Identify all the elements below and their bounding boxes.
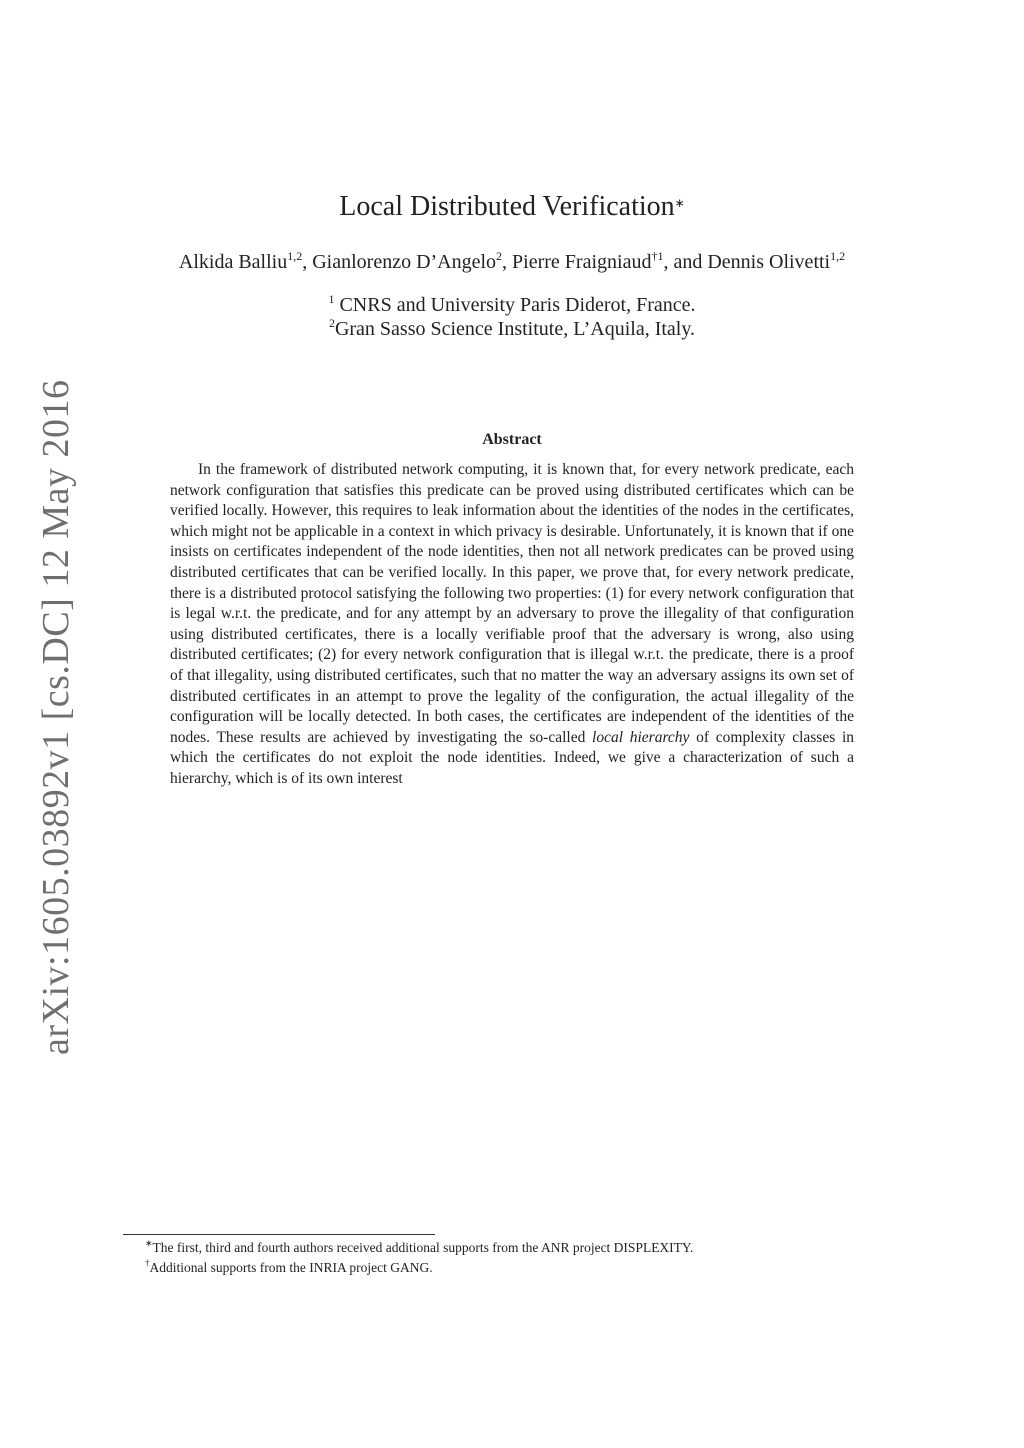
author-separator: , and (663, 251, 708, 273)
footnote-text: Additional supports from the INRIA project GANG. (149, 1260, 433, 1275)
abstract-body (170, 460, 854, 790)
author-name: Gianlorenzo D’Angelo (312, 251, 497, 273)
author-affiliation-mark: 2 (496, 249, 503, 263)
abstract-heading: Abstract (482, 431, 542, 448)
affiliation-mark: 2 (328, 316, 335, 330)
footnote-1 (145, 1240, 905, 1256)
affiliation-2 (0, 318, 1024, 341)
author-affiliation-mark: †1 (651, 249, 664, 263)
abstract-text-part-1: In the framework of distributed network computing, it is known that, for every network predicate, each network configuration that satisfies this predicate can be proved using distributed certificates which can be verified locally. However, this requires to leak information about the identities of the nodes in the certificates, which might not be applicable in a context in which privacy is desirable. Unfortunately, it is known that if one insists on certificates independent of the node identities, then not all network predicates can be proved using distributed certificates that can be verified locally. In this paper, we prove that, for every network predicate, there is a distributed protocol satisfying the following two properties: (1) for every network configuration that is legal w.r.t. the predicate, and for any attempt by an adversary to prove the illegality of that configuration using distributed certificates, there is a locally verifiable proof that the adversary is wrong, also using distributed certificates; (2) for every network configuration that is illegal w.r.t. the predicate, there is a proof of that illegality, using distributed certificates, such that no matter the way an adversary assigns its own set of distributed certificates in an attempt to prove the legality of the configuration, the actual illegality of the configuration will be locally detected. In both cases, the certificates are independent of the identities of the nodes. These results are achieved by investigating the so-called (170, 461, 854, 746)
footnote-mark: † (145, 1258, 150, 1268)
author-name: Dennis Olivetti (707, 251, 831, 273)
author-name: Pierre Fraigniaud (512, 251, 652, 273)
footnote-text: The first, third and fourth authors received additional supports from the ANR project DISPLEXITY. (152, 1240, 694, 1255)
footnote-mark: ∗ (145, 1238, 153, 1248)
author-separator: , (502, 251, 513, 273)
abstract-emphasis-local-hierarchy: local hierarchy (592, 728, 690, 746)
paper-title-text: Local Distributed Verification (339, 191, 675, 222)
footnote-divider (123, 1234, 435, 1235)
author-separator: , (302, 251, 313, 273)
affiliation-text: CNRS and University Paris Diderot, France. (334, 294, 696, 316)
arxiv-identifier-stamp (28, 379, 77, 1055)
author-affiliation-mark: 1,2 (830, 249, 846, 263)
paper-title (0, 191, 1024, 223)
arxiv-identifier-text: arXiv:1605.03892v1 [cs.DC] 12 May 2016 (35, 379, 77, 1055)
footnote-2 (145, 1260, 905, 1276)
abstract-text-part-2: of complexity classes in which the certificates do not exploit the node identities. Indeed, we give a characterization of such a hierarchy, which is of its own interest (170, 728, 855, 787)
affiliation-mark: 1 (328, 292, 335, 306)
author-name: Alkida Balliu (178, 251, 288, 273)
affiliation-1 (0, 294, 1024, 317)
affiliation-text: Gran Sasso Science Institute, L’Aquila, Italy. (334, 318, 696, 340)
author-list (0, 251, 1024, 274)
author-affiliation-mark: 1,2 (287, 249, 303, 263)
title-footnote-mark: ∗ (674, 196, 685, 210)
